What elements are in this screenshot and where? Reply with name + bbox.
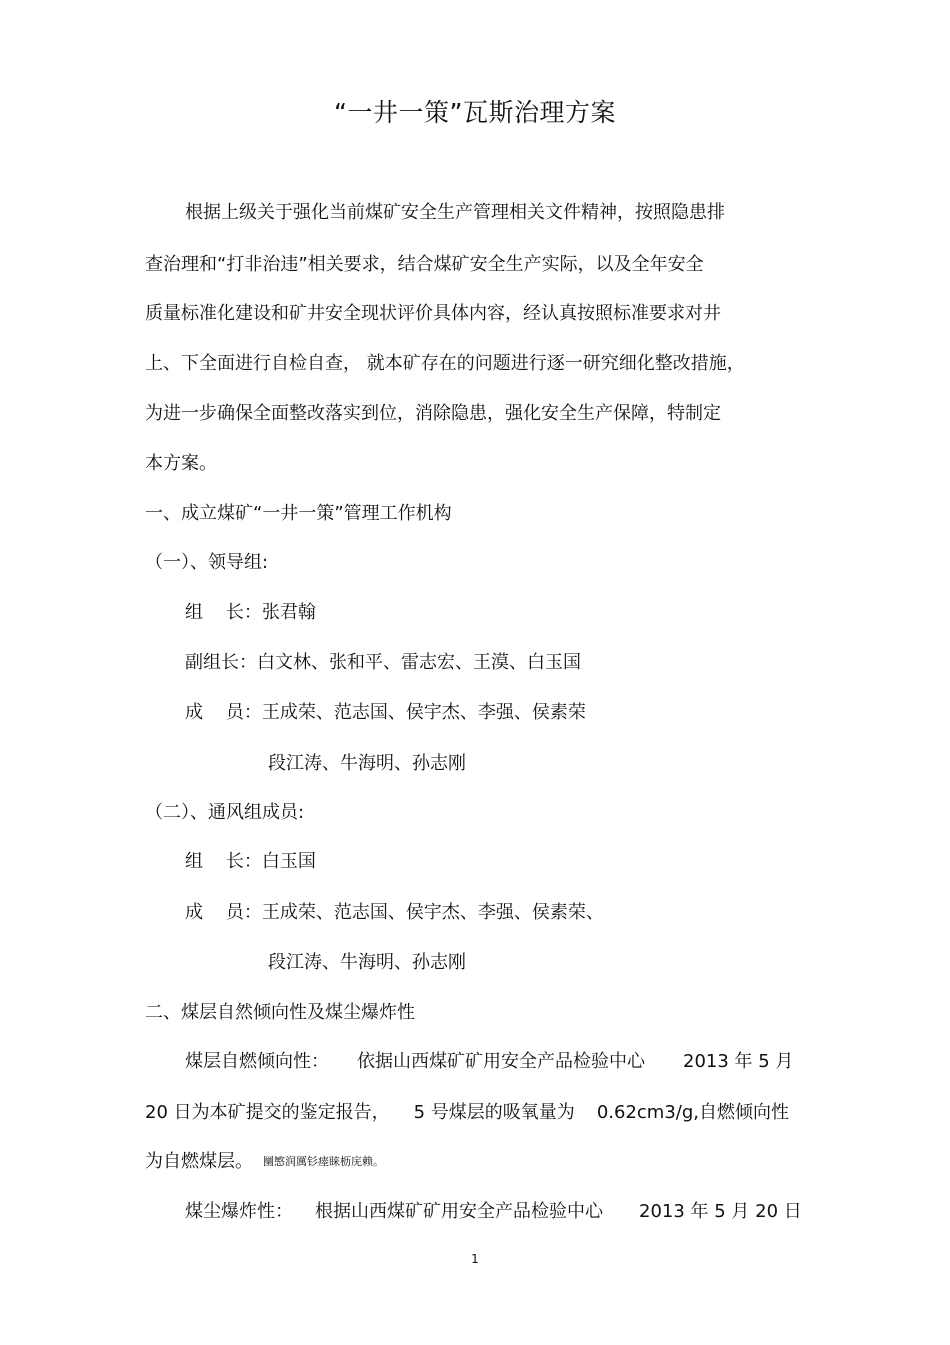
document-title: “一井一策”瓦斯治理方案 xyxy=(334,98,616,127)
intro-line: 为进一步确保全面整改落实到位，消除隐患，强化安全生产保障，特制定 xyxy=(145,403,721,424)
subsection-heading: （一）、领导组: xyxy=(145,552,269,573)
spontaneous-source: 依据山西煤矿矿用安全产品检验中心 xyxy=(357,1051,645,1072)
page-number: 1 xyxy=(471,1252,479,1266)
dust-label: 煤尘爆炸性： xyxy=(185,1201,293,1222)
ventilation-leader: 组 长：白玉国 xyxy=(185,851,316,872)
intro-line: 根据上级关于强化当前煤矿安全生产管理相关文件精神，按照隐患排 xyxy=(185,202,725,223)
spontaneous-date: 2013 年 5 月 xyxy=(683,1051,794,1072)
ventilation-members-continued: 段江涛、牛海明、孙志刚 xyxy=(268,952,466,973)
intro-line: 本方案。 xyxy=(145,453,217,474)
dust-explosion-line xyxy=(185,1200,802,1224)
intro-line: 查治理和“打非治违”相关要求，结合煤矿安全生产实际，以及全年安全 xyxy=(145,254,704,275)
dust-date: 2013 年 5 月 20 日 xyxy=(639,1201,802,1222)
report-date: 20 日为本矿提交的鉴定报告， xyxy=(145,1102,390,1123)
leadership-leader: 组 长：张君翰 xyxy=(185,602,316,623)
ventilation-members: 成 员：王成荣、范志国、侯宇杰、李强、侯素荣、 xyxy=(185,902,604,923)
dust-source: 根据山西煤矿矿用安全产品检验中心 xyxy=(315,1201,603,1222)
spontaneous-combustion-line xyxy=(185,1050,793,1074)
intro-line: 上、下全面进行自检自查， 就本矿存在的问题进行逐一研究细化整改措施， xyxy=(145,353,745,374)
subsection-heading: （二）、通风组成员: xyxy=(145,802,305,823)
section-heading: 一、成立煤矿“一井一策”管理工作机构 xyxy=(145,503,452,524)
oxygen-value: 0.62cm3/g,自燃倾向性 xyxy=(596,1102,789,1123)
conclusion-text: 为自燃煤层。 xyxy=(145,1151,253,1172)
intro-line: 质量标准化建设和矿井安全现状评价具体内容，经认真按照标准要求对井 xyxy=(145,303,721,324)
spontaneous-label: 煤层自燃倾向性： xyxy=(185,1051,329,1072)
spontaneous-line-3 xyxy=(145,1150,384,1174)
section-heading: 二、煤层自然倾向性及煤尘爆炸性 xyxy=(145,1002,415,1023)
leadership-members: 成 员：王成荣、范志国、侯宇杰、李强、侯素荣 xyxy=(185,702,586,723)
leadership-deputy: 副组长：白文林、张和平、雷志宏、王漠、白玉国 xyxy=(185,652,581,673)
oxygen-absorption: 5 号煤层的吸氧量为 xyxy=(413,1102,575,1123)
leadership-members-continued: 段江涛、牛海明、孙志刚 xyxy=(268,753,466,774)
garbled-text: 圞慜润厲钐瘗睐枥庑赖。 xyxy=(263,1155,384,1168)
spontaneous-line-2 xyxy=(145,1101,789,1125)
